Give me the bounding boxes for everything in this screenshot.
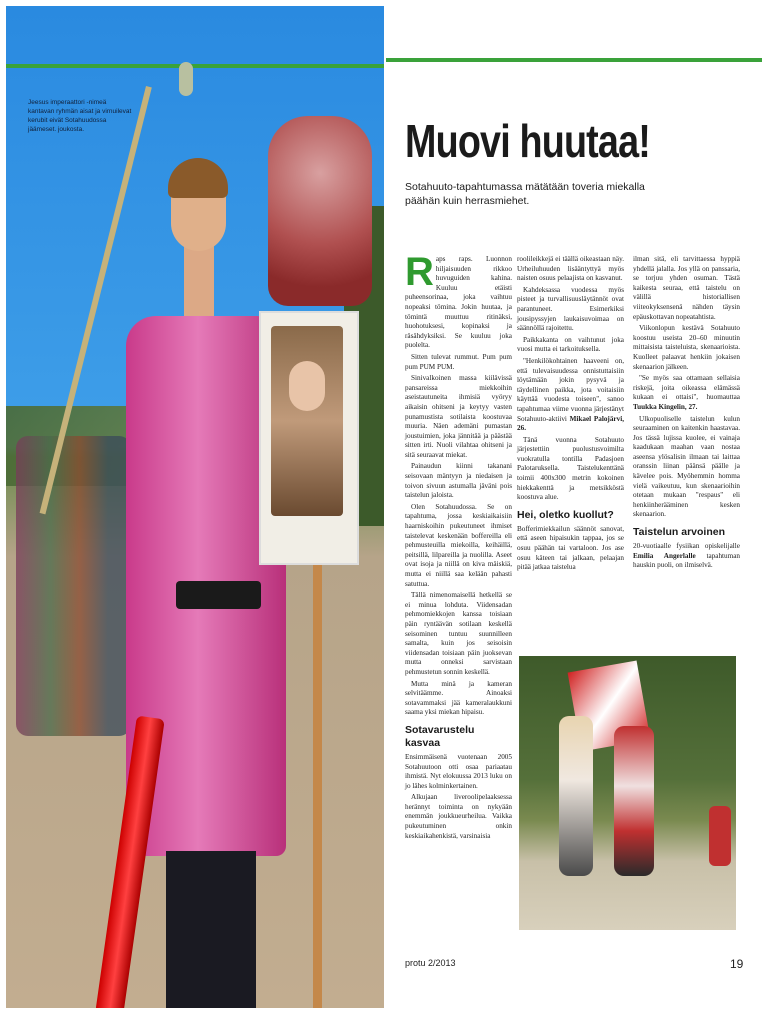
photo-legs: [166, 851, 256, 1008]
photo-background-knights: [16, 436, 131, 736]
paragraph: Olen Sotahuudossa. Se on tapahtuma, jossa keskiaikaisiin haarniskoihin pukeutuneet ihmiset taistelevat keskenään boffereilla eli pehmusteuilla miekoilla, keihäillä, peitsillä, lilpareilla ja nuolilla. Aseet ovat isoja ja niillä on kiva mäiskiä, mutta ei niillä saa kelään pahasti satuttua.: [405, 502, 512, 588]
paragraph: roolileikkejä ei täällä oikeastaan näy. Urheiluhuuden lisääntyttyä myös naisten osuus pelaajista on kasvanut.: [517, 255, 624, 283]
paragraph: Ensimmäisenä vuotenaan 2005 Sotahuutoon otti osaa pariaatau ihmistä. Nyt elokuussa 2013 luku on jo lähes kolminkertainen.: [405, 752, 512, 790]
article-column-3: [633, 255, 740, 573]
paragraph: Viikonlopun kestävä Sotahuuto koostuu useista 20–60 minuutin mittaisista taisteluista, skenaarioista. Kuolleet palaavat henkiin jokaisen skenaarion jälkeen.: [633, 324, 740, 371]
photo-fighter-right: [614, 726, 654, 876]
lead-photo: [6, 6, 384, 1008]
paragraph-quote: "Henkilökohtainen haaveeni on, että tulevaisuudessa onnistuttaisiin löytämään jokin pysyvä ja täydellinen paikka, jota voitaisiin käyttää vuodesta toiseen", sanoo tapahtumaa viime vuonna järjestänyt Sotahuuto-aktiivi Mikael Palojärvi, 26.: [517, 356, 624, 433]
person-name: Mikael Palojärvi, 26.: [517, 414, 624, 433]
footer-magazine-issue: protu 2/2013: [405, 958, 456, 968]
photo-icon-face: [289, 361, 325, 411]
paragraph: Sinivalkoinen massa kiilävissä pansareissa miekkoihin aseistautuneita ihmisiä vyöryy aikaisin ohitseni ja keytyy vasten punamustista sotilaista koostuvaa muuria. Näen ademäni pumastan joustuimien, joka jännitää ja päästää sitten irti. Nuoli vilahtaa ohitseni ja sitä seuraavat miekat.: [405, 374, 512, 459]
paragraph-quote: "Se myös saa ottamaan sellaisia riskejä, joita oikeassa elämässä kukaan ei ottaisi", huomauttaa Tuukka Kingelin, 27.: [633, 374, 740, 411]
photo-belt: [176, 581, 261, 609]
photo-spectator: [709, 806, 731, 866]
paragraph: aps raps. Luonnon hiljaisuuden rikkoo huvuguiden kahina. Kuuluu etäisti puheensorinaa, joka vaihtuu nopeaksi tömina. Jokin huutaa, ja tömintä muuttuu ritinäksi, huohotuksesi, kopinaksi ja räsähdyksiksi. Se kuuluu joka puolelta.: [405, 255, 512, 350]
paragraph: Bofferimiekkailun säännöt sanovat, että aseen hipaisukin tappaa, jos se osuu päähän tai vartaloon. Jos ase osuu käteen tai jalkaan, pelaajan pitää jatkaa taistelua: [517, 524, 624, 572]
photo-caption: Jeesus imperaattori -nimeä kantavan ryhmän aisat ja virnuilevat kerubit eivät Sotahuudossa jäämeset. joukosta.: [28, 99, 132, 133]
photo-fighter-left: [559, 716, 593, 876]
paragraph: Paikkakanta on vaihtunut joka vuosi mutta ei tarkoituksella.: [517, 335, 624, 354]
green-rule: [6, 64, 384, 68]
paragraph: ilman sitä, eli tarvittaessa hyppiä yhdellä jalalla. Jos yllä on panssaria, se torjuu yhden osuman. Tästä kaikesta seuraa, että taistelu on välillä historiallisen viiteokyksensenä nähden täysin epäuskottavan nopeatahtista.: [633, 255, 740, 321]
paragraph: Kahdeksassa vuodessa myös pisteet ja turvallisuusläytännöt ovat parantuneet. Esimerkiksi jousipyssyjen laukaisuvoimaa on säännöllä rajoitettu.: [517, 285, 624, 333]
article-column-1: [405, 250, 512, 843]
paragraph: Tänä vuonna Sotahuuto järjestettiin puolustusvoimilta vuokratulla tontilla Padasjoen Palotaruksella. Taistelukenttänä toimii 400x300 metrin kokoinen hiekkakenttä ja metsikköstä koostuva alue.: [517, 435, 624, 502]
paragraph: Tällä nimenomaisellä hetkellä se ei minua lohduta. Viidensadan pehmomiekkojen kanssa toisiaan päin ryntäävän sotilaan keskellä seisominen tuntuu suunnilleen samalta, kuin jos seisoisin viidensadan toisiaan päin juoksevan mutta onneksi sarvistaan pehmustetun sonnin keskellä.: [405, 591, 512, 676]
photo-neck: [184, 246, 214, 316]
article-subtitle: Sotahuuto-tapahtumassa mätätään toveria miekalla päähän kuin herrasmiehet.: [405, 181, 645, 207]
page-number: 19: [730, 957, 744, 971]
paragraph: 20-vuotiaalle fysiikan opiskelijalle Emilia Angerlalle tapahtuman hauskin puoli, on ilmiselvä.: [633, 542, 740, 570]
article-title: Muovi huutaa!: [405, 115, 650, 167]
photo-cherub-statue: [268, 116, 372, 306]
article-column-2: [517, 255, 624, 575]
paragraph: Sitten tulevat rummut. Pum pum pum PUM PUM.: [405, 352, 512, 371]
paragraph: Painaudun kiinni takanani seisovaan mäntyyn ja niedaisen ja toivon sivuun astumalla jäväni pois taistelun jaloista.: [405, 462, 512, 500]
photo-red-foam-weapon: [95, 716, 164, 1008]
person-name: Emilia Angerlalle: [633, 551, 696, 560]
subheading-oletko-kuollut: Hei, oletko kuollut?: [517, 508, 614, 521]
drop-cap: R: [405, 250, 434, 294]
photo-spear-tip: [179, 62, 193, 96]
paragraph: Mutta minä ja kameran selvitäämme. Ainoaksi sotavammaksi jää kameralaukkuni saama yksi miekan hipaisu.: [405, 679, 512, 717]
photo-icon-painting: [271, 326, 343, 516]
subheading-taistelun-arvoinen: Taistelun arvoinen: [633, 526, 725, 539]
photo-banner-pole: [313, 526, 322, 1008]
paragraph: Ulkopuoliselle taistelun kulun seuraaminen on kaitenkin haastavaa. Jos tässä lujissa kuolee, ei vainaja kaadukaan maahan vaan nostaa aseensa ylösalisin ilmaan tai laittaa oranssin liinan päänsä päälle ja kävelee pois. Myöhemmin homma vielä vaikeutuu, kun skenaarioihin otetaan mukaan "respaus" eli henkiinherääminen kesken skenaarion.: [633, 414, 740, 519]
photo-hair: [168, 158, 228, 198]
paragraph: Alkujaan liveroolipelaaksessa herännyt toiminta on nykyään enemmän joukkueurheilua. Vaikka pukeutuminen onkin keskiaikahenkistä, varsinaisia: [405, 793, 512, 840]
battle-photo: [519, 656, 736, 930]
person-name: Tuukka Kingelin, 27.: [633, 402, 698, 411]
green-rule-right: [386, 58, 762, 62]
subheading-sotavarustelu: Sotavarustelu kasvaa: [405, 723, 475, 749]
